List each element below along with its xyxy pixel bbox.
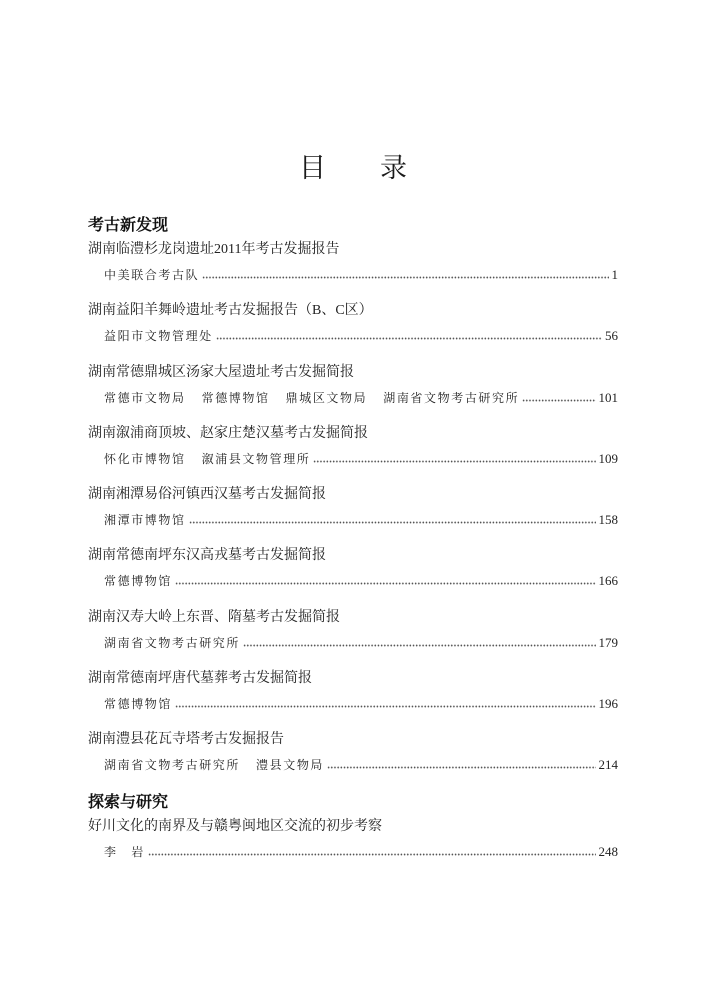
dot-leader [522, 399, 595, 402]
author: 李 岩 [104, 845, 145, 860]
dot-leader [313, 460, 595, 463]
byline [88, 262, 618, 288]
author: 湖南省文物考古研究所 [104, 635, 241, 650]
article-title: 湖南益阳羊舞岭遗址考古发掘报告（B、C区） [88, 303, 373, 319]
section-heading: 考古新发现 [88, 217, 169, 234]
author: 溆浦县文物管理所 [201, 451, 311, 466]
byline [88, 752, 618, 778]
author-list [104, 446, 310, 472]
toc-entry [88, 815, 618, 865]
page-number: 158 [598, 512, 618, 528]
author: 鼎城区文物局 [285, 390, 368, 405]
byline [88, 630, 618, 656]
author: 常德博物馆 [104, 574, 173, 589]
toc-entry [88, 299, 618, 349]
page-number: 248 [598, 844, 618, 860]
article-title: 湖南常德南坪东汉高戎墓考古发掘简报 [88, 548, 326, 564]
page-title: 目录 [299, 153, 461, 183]
toc-section [88, 214, 618, 778]
article-title: 湖南常德鼎城区汤家大屋遗址考古发掘简报 [88, 364, 354, 380]
article-title: 湖南溆浦商顶坡、赵家庄楚汉墓考古发掘简报 [88, 425, 368, 441]
dot-leader [148, 853, 596, 856]
author: 益阳市文物管理处 [104, 329, 213, 344]
author: 澧县文物局 [256, 758, 325, 773]
author-list [104, 839, 145, 865]
page-number: 109 [598, 450, 618, 466]
dot-leader [202, 276, 608, 279]
toc-entry [88, 238, 618, 288]
toc-entry [88, 483, 618, 533]
byline [88, 691, 618, 717]
article-title: 湖南湘潭易俗河镇西汉墓考古发掘简报 [88, 487, 326, 503]
author-list [104, 568, 172, 594]
dot-leader [175, 582, 595, 585]
page-number: 101 [598, 389, 618, 405]
dot-leader [243, 644, 595, 647]
article-title: 湖南澧县花瓦寺塔考古发掘报告 [88, 732, 284, 748]
dot-leader [327, 766, 595, 769]
author-list [104, 630, 240, 656]
author-list [104, 752, 324, 778]
author: 湘潭市博物馆 [104, 513, 186, 528]
toc-entry [88, 606, 618, 656]
toc-section [88, 791, 618, 865]
page-number: 179 [598, 634, 618, 650]
author: 中美联合考古队 [104, 268, 200, 282]
author-list [104, 385, 519, 411]
author: 湖南省文物考古研究所 [383, 390, 520, 405]
author: 怀化市博物馆 [104, 451, 186, 466]
page-number: 196 [598, 696, 618, 712]
toc-entry [88, 667, 618, 717]
author: 常德博物馆 [104, 697, 173, 712]
author: 常德博物馆 [201, 390, 270, 405]
dot-leader [189, 521, 596, 524]
toc-entry [88, 422, 618, 472]
byline [88, 568, 618, 594]
author: 常德市文物局 [104, 390, 186, 405]
author-list [104, 323, 213, 349]
article-title: 湖南汉寿大岭上东晋、隋墓考古发掘简报 [88, 609, 340, 625]
author-list [104, 507, 186, 533]
page-number: 1 [611, 267, 618, 282]
page-number: 166 [598, 573, 618, 589]
byline [88, 446, 618, 472]
page-number: 214 [598, 757, 618, 773]
dot-leader [216, 337, 602, 340]
byline [88, 323, 618, 349]
toc-entry [88, 728, 618, 778]
toc-entry [88, 544, 618, 594]
byline [88, 839, 618, 865]
toc-entry [88, 361, 618, 411]
author-list [104, 262, 199, 288]
dot-leader [175, 705, 595, 708]
article-title: 湖南常德南坪唐代墓葬考古发掘简报 [88, 671, 312, 687]
byline [88, 385, 618, 411]
byline [88, 507, 618, 533]
article-title: 湖南临澧杉龙岗遗址2011年考古发掘报告 [88, 242, 340, 257]
author-list [104, 691, 172, 717]
article-title: 好川文化的南界及与赣粤闽地区交流的初步考察 [88, 819, 382, 835]
page-number: 56 [605, 328, 618, 344]
section-heading: 探索与研究 [88, 794, 169, 812]
author: 湖南省文物考古研究所 [104, 758, 241, 773]
